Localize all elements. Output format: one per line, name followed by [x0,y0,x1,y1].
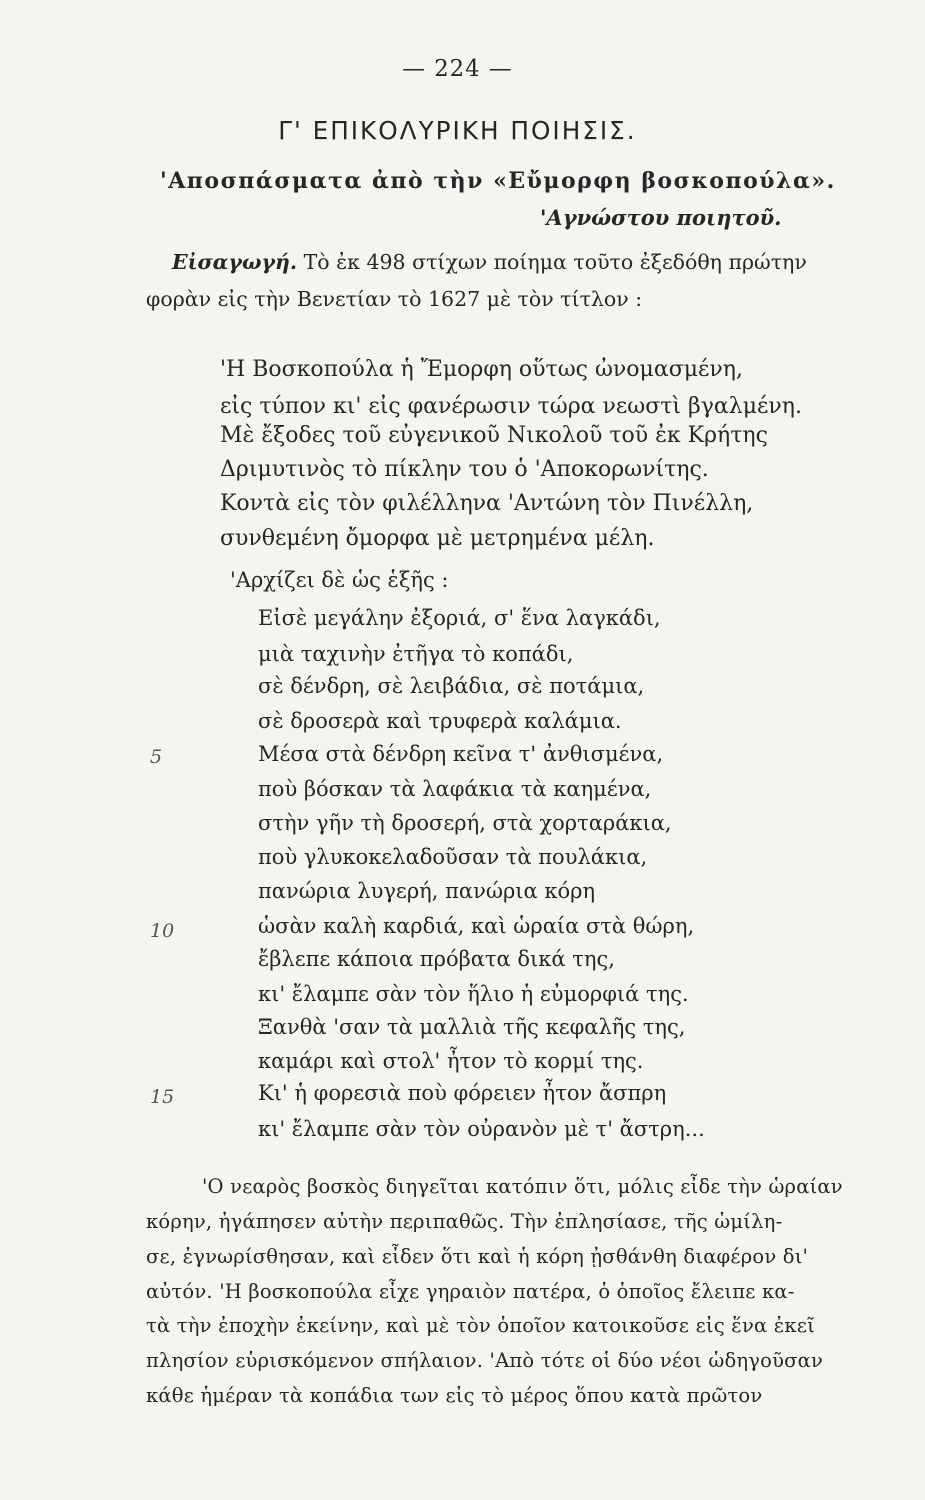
paragraph-line: κόρην, ἠγάπησεν αὐτὴν περιπαθῶς. Τὴν ἐπλησίασε, τῆς ὡμίλη- [146,1210,783,1233]
verse-line: Εἰσὲ μεγάλην ἐξοριά, σ' ἕνα λαγκάδι, [258,606,661,630]
verse-line: σὲ δροσερὰ καὶ τρυφερὰ καλάμια. [258,709,622,733]
section-title: Γ' ΕΠΙΚΟΛΥΡΙΚΗ ΠΟΙΗΣΙΣ. [278,116,637,145]
title-verse-line: συνθεμένη ὄμορφα μὲ μετρημένα μέλη. [220,526,655,551]
intro-lead: Εἰσαγωγή. [172,250,298,274]
paragraph-line: σε, ἐγνωρίσθησαν, καὶ εἶδεν ὅτι καὶ ἡ κόρη ᾐσθάνθη διαφέρον δι' [146,1245,809,1268]
verse-line: ποὺ γλυκοκελαδοῦσαν τὰ πουλάκια, [258,845,648,869]
intro-line-1 [172,250,807,274]
title-verse-line: Δριμυτινὸς τὸ πίκλην του ὁ 'Αποκορωνίτης. [220,457,709,482]
paragraph-line: αὐτόν. 'Η βοσκοπούλα εἶχε γηραιὸν πατέρα, ὁ ὁποῖος ἔλειπε κα- [146,1280,795,1303]
verse-line: Μέσα στὰ δένδρη κεῖνα τ' ἀνθισμένα, [258,742,664,766]
verse-line: μιὰ ταχινὴν ἐτῆγα τὸ κοπάδι, [258,642,574,666]
verse-line: Ξανθὰ 'σαν τὰ μαλλιὰ τῆς κεφαλῆς της, [258,1015,686,1039]
verse-line: κι' ἔλαμπε σὰν τὸν οὐρανὸν μὲ τ' ἄστρη... [258,1117,705,1141]
verse-line: κι' ἔλαμπε σὰν τὸν ἥλιο ἡ εὐμορφιά της. [258,982,689,1006]
verse-line: πανώρια λυγερή, πανώρια κόρη [258,879,596,903]
paragraph-line: 'Ο νεαρὸς βοσκὸς διηγεῖται κατόπιν ὅτι, μόλις εἶδε τὴν ὡραίαν [202,1175,843,1198]
title-verse-line: εἰς τύπον κι' εἰς φανέρωσιν τώρα νεωστὶ βγαλμένη. [220,394,802,419]
title-verse-line: Μὲ ἔξοδες τοῦ εὐγενικοῦ Νικολοῦ τοῦ ἐκ Κρήτης [220,423,768,448]
paragraph-line: πλησίον εὑρισκόμενον σπήλαιον. 'Απὸ τότε οἱ δύο νέοι ὡδηγοῦσαν [146,1349,824,1372]
intro-line-2: φορὰν εἰς τὴν Βενετίαν τὸ 1627 μὲ τὸν τίτλον : [146,287,643,311]
page-number: — 224 — [402,56,513,82]
paragraph-line: τὰ τὴν ἐποχὴν ἐκείνην, καὶ μὲ τὸν ὁποῖον κατοικοῦσε εἰς ἕνα ἐκεῖ [146,1314,815,1337]
verse-line: ἔβλεπε κάποια πρόβατα δικά της, [258,947,615,971]
subtitle: 'Αποσπάσματα ἀπὸ τὴν «Εὔμορφη βοσκοπούλα». [160,168,836,194]
intro-line-1-text: Τὸ ἐκ 498 στίχων ποίημα τοῦτο ἐξεδόθη πρώτην [297,250,807,274]
verse-line: Κι' ἡ φορεσιὰ ποὺ φόρειεν ἦτον ἄσπρη [258,1081,667,1105]
line-number: 15 [150,1086,175,1108]
verse-line: στὴν γῆν τὴ δροσερή, στὰ χορταράκια, [258,811,672,835]
title-verse-line: 'Η Βοσκοπούλα ἡ Ἔμορφη οὕτως ὠνομασμένη, [220,357,743,382]
line-number: 5 [150,746,163,768]
verse-line: σὲ δένδρη, σὲ λειβάδια, σὲ ποτάμια, [258,674,645,698]
verse-line: ποὺ βόσκαν τὰ λαφάκια τὰ καημένα, [258,777,652,801]
paragraph-line: κάθε ἡμέραν τὰ κοπάδια των εἰς τὸ μέρος ὅπου κατὰ πρῶτον [146,1384,763,1407]
author: 'Αγνώστου ποιητοῦ. [540,205,782,230]
verse-line: καμάρι καὶ στολ' ἦτον τὸ κορμί της. [258,1049,644,1073]
line-number: 10 [150,920,175,942]
title-verse-line: Κοντὰ εἰς τὸν φιλέλληνα 'Αντώνη τὸν Πινέλλη, [220,491,754,516]
poem-begins-label: 'Αρχίζει δὲ ὡς ἑξῆς : [230,568,449,592]
verse-line: ὡσὰν καλὴ καρδιά, καὶ ὡραία στὰ θώρη, [258,914,695,938]
